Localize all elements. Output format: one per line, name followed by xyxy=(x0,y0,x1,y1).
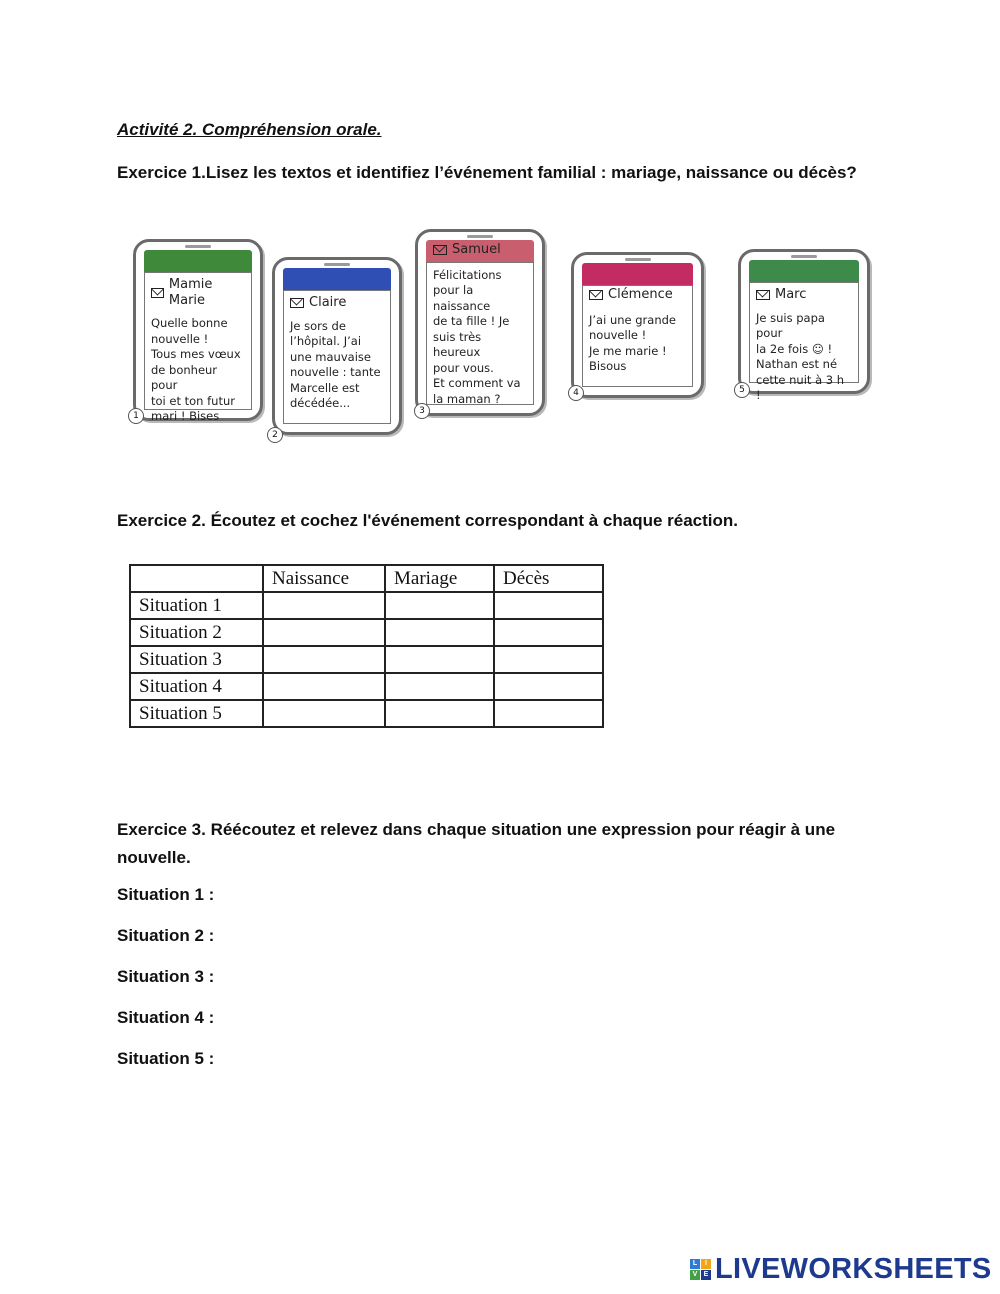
exercise2-instruction: Exercice 2. Écoutez et cochez l'événement correspondant à chaque réaction. xyxy=(117,511,738,530)
phone-3 xyxy=(415,229,545,416)
message-line: suis très heureux xyxy=(433,329,482,359)
phone-speaker xyxy=(791,255,817,258)
phone-number: 5 xyxy=(734,382,750,398)
situation-2-label: Situation 2 : xyxy=(117,926,215,945)
logo-mark-letter: E xyxy=(701,1270,711,1280)
answer-cell-mariage[interactable] xyxy=(385,646,494,673)
answer-cell-naissance[interactable] xyxy=(263,646,385,673)
row-label: Situation 5 xyxy=(130,700,263,727)
answer-cell-deces[interactable] xyxy=(494,592,603,619)
message-line: Félicitations xyxy=(433,267,502,282)
phone-number: 3 xyxy=(414,403,430,419)
phone-5 xyxy=(738,249,870,402)
row-label: Situation 1 xyxy=(130,592,263,619)
sender-name: Marc xyxy=(775,287,807,302)
answer-cell-deces[interactable] xyxy=(494,700,603,727)
phone-screen xyxy=(582,285,693,387)
message-line: de bonheur pour xyxy=(151,362,218,392)
message-line: Tous mes vœux xyxy=(151,347,241,361)
answer-cell-mariage[interactable] xyxy=(385,619,494,646)
phone-screen xyxy=(749,282,859,402)
row-label: Situation 2 xyxy=(130,619,263,646)
message-line: Bisous xyxy=(589,359,627,373)
phone-speaker xyxy=(324,263,350,266)
situation-5-label: Situation 5 : xyxy=(117,1049,215,1068)
sender-name: Clémence xyxy=(608,287,673,302)
phone-number: 1 xyxy=(128,408,144,424)
table-header-cell xyxy=(130,565,263,592)
sender xyxy=(151,277,245,308)
message-line: Nathan est né xyxy=(756,357,838,371)
logo-mark-letter: V xyxy=(690,1270,700,1280)
sender xyxy=(433,242,527,258)
logo-text: LIVEWORKSHEETS xyxy=(715,1253,992,1285)
message-line: Marcelle est xyxy=(290,380,360,395)
message-line: cette nuit à 3 h ! xyxy=(756,372,845,402)
message-line: une mauvaise xyxy=(290,349,371,364)
row-label: Situation 3 xyxy=(130,646,263,673)
message-line: l’hôpital. J’ai xyxy=(290,334,362,348)
logo-mark-letter: I xyxy=(701,1259,711,1269)
answer-cell-deces[interactable] xyxy=(494,646,603,673)
message-line: la 2e fois ☺ ! xyxy=(756,341,833,356)
sender-name: Claire xyxy=(309,295,347,310)
table-header-cell: Naissance xyxy=(263,565,385,592)
exercise1-instruction: Exercice 1.Lisez les textos et identifiez l’événement familial : mariage, naissance ou décès? xyxy=(117,163,857,182)
table-row xyxy=(130,646,603,673)
phone-screen xyxy=(144,272,252,423)
answer-cell-naissance[interactable] xyxy=(263,619,385,646)
message-line: mari ! Bises xyxy=(151,409,220,423)
answer-cell-naissance[interactable] xyxy=(263,700,385,727)
phone-speaker xyxy=(467,235,493,238)
answer-cell-deces[interactable] xyxy=(494,673,603,700)
phone-screen xyxy=(283,290,391,424)
message-line: Quelle bonne xyxy=(151,316,228,330)
phone-2 xyxy=(272,257,402,435)
exercise3-instruction: Exercice 3. Réécoutez et relevez dans chaque situation une expression pour réagir à une nouvelle. xyxy=(117,820,836,867)
phone-speaker xyxy=(185,245,211,248)
message-line: pour vous. xyxy=(433,360,494,375)
envelope-icon xyxy=(756,290,770,300)
sender-name: Mamie Marie xyxy=(168,277,213,308)
message-line: la maman ? xyxy=(433,391,501,406)
message-line: nouvelle ! xyxy=(151,331,209,346)
answer-cell-mariage[interactable] xyxy=(385,592,494,619)
situation-4-label: Situation 4 : xyxy=(117,1008,215,1027)
table-row xyxy=(130,673,603,700)
message-line: Je suis papa pour xyxy=(756,310,825,340)
answer-cell-deces[interactable] xyxy=(494,619,603,646)
liveworksheets-logo xyxy=(690,1253,992,1286)
phone-speaker xyxy=(625,258,651,261)
answer-cell-naissance[interactable] xyxy=(263,673,385,700)
message-line: Je sors de xyxy=(290,318,346,333)
sender xyxy=(589,287,686,303)
message-line: Et comment va xyxy=(433,376,521,390)
message-line: nouvelle : tante xyxy=(290,365,381,379)
sender xyxy=(756,287,852,303)
sender-name: Samuel xyxy=(452,242,501,257)
answer-cell-mariage[interactable] xyxy=(385,700,494,727)
phone-header-bar xyxy=(582,263,693,285)
answer-cell-naissance[interactable] xyxy=(263,592,385,619)
phone-screen xyxy=(426,242,534,406)
phone-number: 2 xyxy=(267,427,283,443)
message-line: J’ai une grande xyxy=(589,312,676,327)
answer-table xyxy=(129,564,604,728)
envelope-icon xyxy=(589,290,603,300)
message-line: pour la naissance xyxy=(433,283,491,313)
row-label: Situation 4 xyxy=(130,673,263,700)
situation-3-label: Situation 3 : xyxy=(117,967,215,986)
table-row xyxy=(130,592,603,619)
answer-cell-mariage[interactable] xyxy=(385,673,494,700)
activity-title: Activité 2. Compréhension orale. xyxy=(117,120,382,139)
table-header-row xyxy=(130,565,603,592)
phone-header-bar xyxy=(749,260,859,282)
sender xyxy=(290,295,384,311)
logo-mark-icon xyxy=(690,1259,711,1280)
phone-4 xyxy=(571,252,704,398)
table-header-cell: Mariage xyxy=(385,565,494,592)
envelope-icon xyxy=(151,288,164,298)
envelope-icon xyxy=(290,298,304,308)
phone-header-bar xyxy=(144,250,252,272)
phone-header-bar xyxy=(283,268,391,290)
table-row xyxy=(130,700,603,727)
table-row xyxy=(130,619,603,646)
message-line: toi et ton futur xyxy=(151,393,235,408)
situation-1-label: Situation 1 : xyxy=(117,885,215,904)
phone-number: 4 xyxy=(568,385,584,401)
message-line: nouvelle ! xyxy=(589,328,647,342)
phone-1 xyxy=(133,239,263,421)
message-line: de ta fille ! Je xyxy=(433,314,510,328)
message-line: décédée... xyxy=(290,396,351,410)
message-line: Je me marie ! xyxy=(589,343,667,358)
table-header-cell: Décès xyxy=(494,565,603,592)
logo-mark-letter: L xyxy=(690,1259,700,1269)
envelope-icon xyxy=(433,245,447,255)
